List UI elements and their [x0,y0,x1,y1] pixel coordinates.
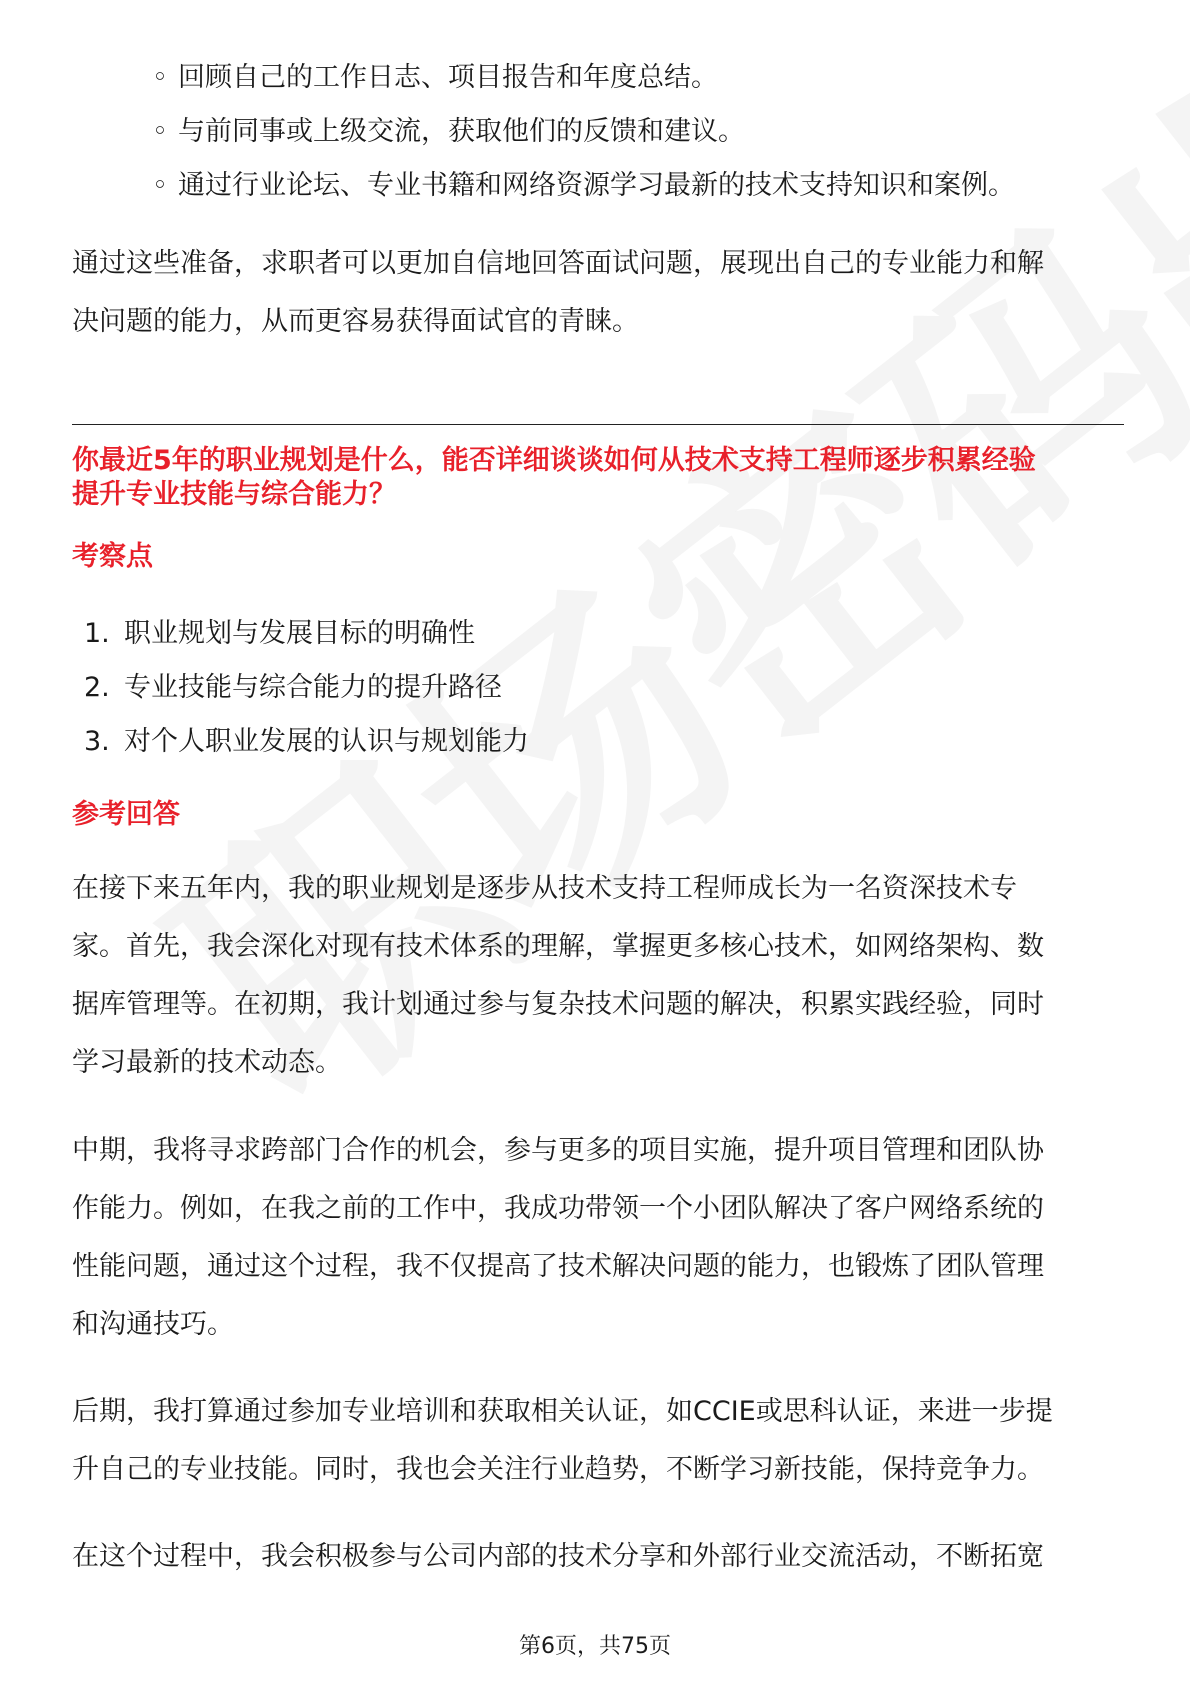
question-line: 你最近5年的职业规划是什么，能否详细谈谈如何从技术支持工程师逐步积累经验 [72,445,1036,476]
paragraph-line: 在接下来五年内，我的职业规划是逐步从技术支持工程师成长为一名资深技术专 [72,873,1017,904]
answer-paragraph [72,1383,1122,1499]
list-item-text: 通过行业论坛、专业书籍和网络资源学习最新的技术支持知识和案例。 [178,170,1015,201]
list-item [152,115,745,149]
paragraph-line: 在这个过程中，我会积极参与公司内部的技术分享和外部行业交流活动，不断拓宽 [72,1541,1044,1572]
answer-paragraph [72,1528,1122,1586]
list-item [152,61,718,95]
focus-item [84,725,529,759]
section-divider [72,424,1124,425]
paragraph-line: 升自己的专业技能。同时，我也会关注行业趋势，不断学习新技能，保持竞争力。 [72,1454,1044,1485]
answer-paragraph [72,860,1122,1092]
paragraph-line: 作能力。例如，在我之前的工作中，我成功带领一个小团队解决了客户网络系统的 [72,1193,1044,1224]
paragraph-line: 后期，我打算通过参加专业培训和获取相关认证，如CCIE或思科认证，来进一步提 [72,1396,1053,1427]
focus-item [84,617,475,651]
focus-item-text: 职业规划与发展目标的明确性 [124,618,475,649]
focus-item-text: 专业技能与综合能力的提升路径 [124,672,502,703]
paragraph-line: 和沟通技巧。 [72,1309,234,1340]
paragraph-line: 通过这些准备，求职者可以更加自信地回答面试问题，展现出自己的专业能力和解 [72,248,1044,279]
paragraph-line: 性能问题，通过这个过程，我不仅提高了技术解决问题的能力，也锻炼了团队管理 [72,1251,1044,1282]
bullet-circle-icon: ◦ [152,116,168,147]
paragraph-line: 家。首先，我会深化对现有技术体系的理解，掌握更多核心技术，如网络架构、数 [72,931,1044,962]
focus-item-text: 对个人职业发展的认识与规划能力 [124,726,529,757]
paragraph-line: 学习最新的技术动态。 [72,1047,342,1078]
focus-item [84,671,502,705]
list-item-text: 与前同事或上级交流，获取他们的反馈和建议。 [178,116,745,147]
focus-heading: 考察点 [72,541,153,572]
paragraph-line: 决问题的能力，从而更容易获得面试官的青睐。 [72,306,639,337]
answer-heading: 参考回答 [72,799,180,830]
conclusion-paragraph [72,235,1122,351]
list-item [152,169,1015,203]
watermark [137,297,1184,1244]
list-item-text: 回顾自己的工作日志、项目报告和年度总结。 [178,62,718,93]
focus-item-number: 2. [84,672,110,703]
paragraph-line: 中期，我将寻求跨部门合作的机会，参与更多的项目实施，提升项目管理和团队协 [72,1135,1044,1166]
bullet-circle-icon: ◦ [152,62,168,93]
focus-item-number: 3. [84,726,110,757]
interview-question [72,444,1132,512]
focus-item-number: 1. [84,618,110,649]
question-line: 提升专业技能与综合能力？ [72,479,396,510]
bullet-circle-icon: ◦ [152,170,168,201]
answer-paragraph [72,1122,1122,1354]
paragraph-line: 据库管理等。在初期，我计划通过参与复杂技术问题的解决，积累实践经验，同时 [72,989,1044,1020]
page-number: 第6页，共75页 [519,1634,671,1659]
